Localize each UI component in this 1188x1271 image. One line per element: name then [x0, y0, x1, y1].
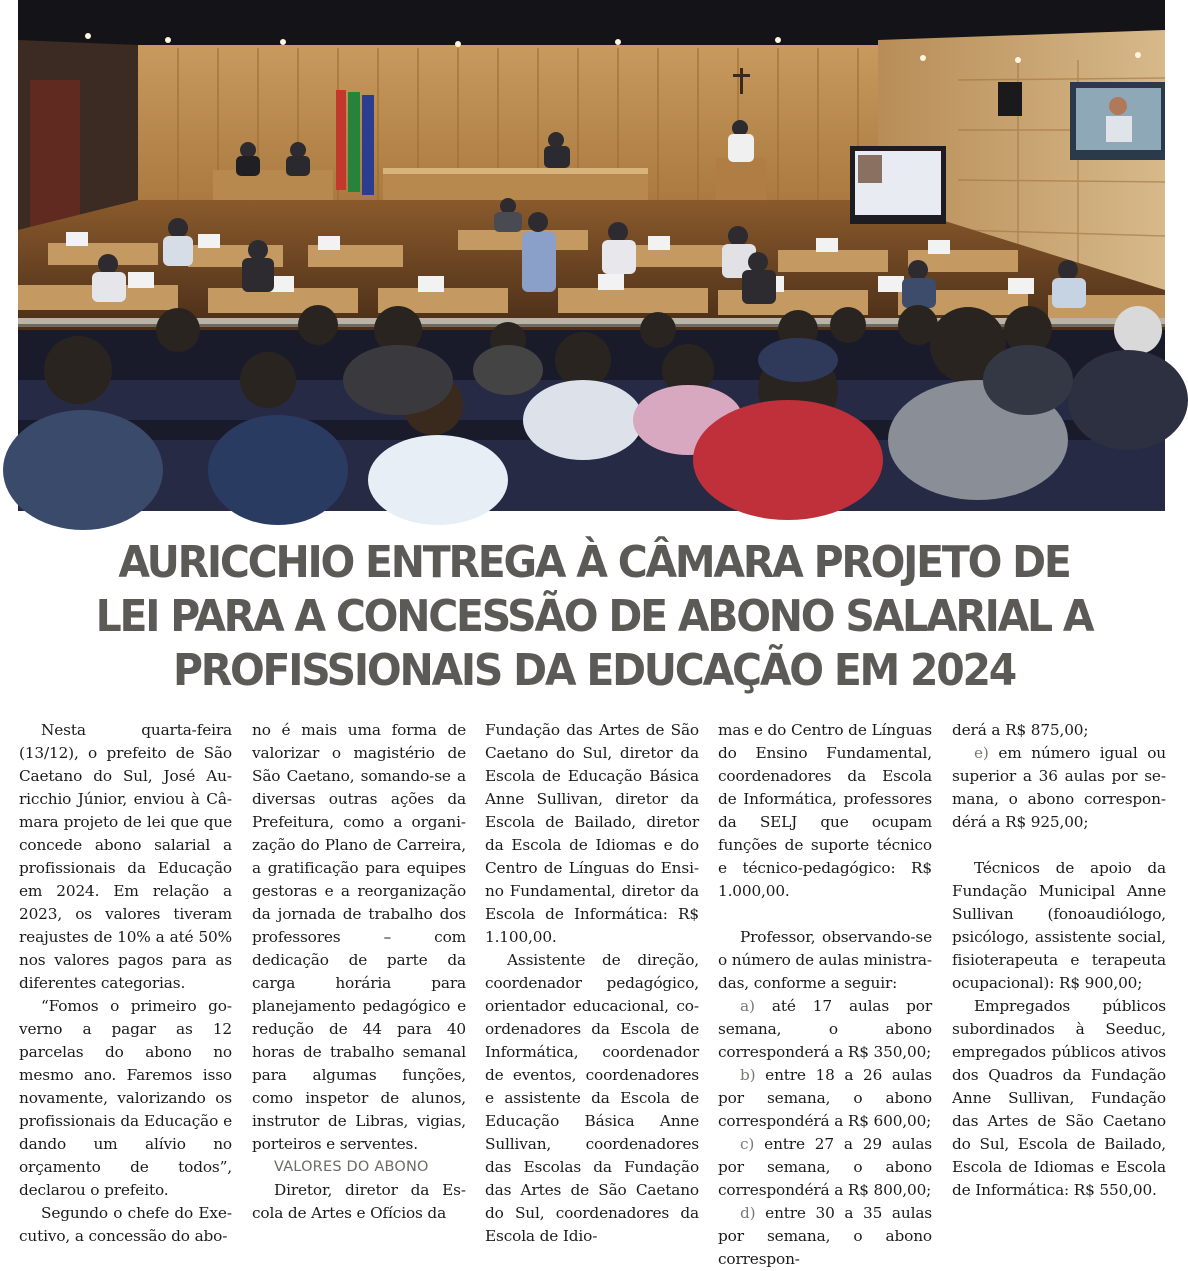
article-column-3 [485, 719, 699, 1248]
list-marker: b) [740, 1066, 756, 1084]
headline-line-2: LEI PARA A CONCESSÃO DE ABONO SALARIAL A [95, 591, 1093, 642]
paragraph: Técnicos de apoio da Fundação Municipal Anne Sullivan (fonoaudiólogo, psicólogo, assistente social, fisioterapeuta e terapeuta ocupacional): R$ 900,00; [952, 859, 1166, 992]
paragraph: Fundação das Artes de São Caetano do Sul, diretor da Escola de Educação Básica Anne Sullivan, diretor da Escola de Bailado, diretor da Escola de Idiomas e do Centro de Línguas do Ensino Fundamental, diretor da Escola de Informática: R$ 1.100,00. [485, 721, 699, 946]
list-text: entre 30 a 35 aulas por semana, o abono correspon- [718, 1204, 932, 1268]
list-item [718, 1133, 932, 1202]
article-column-4 [718, 719, 932, 1271]
list-marker: c) [740, 1135, 755, 1153]
paragraph: mas e do Centro de Línguas do Ensino Fundamental, coordenadores da Escola de Informática, professores da SELJ que ocupam funções de suporte técnico e técnico-pedagógico: R$ 1.000,00. [718, 721, 932, 900]
list-item [952, 742, 1166, 834]
headline-line-1: AURICCHIO ENTREGA À CÂMARA PROJETO DE [118, 537, 1070, 588]
article-headline [69, 536, 1118, 698]
paragraph: Empregados públicos subordinados à Seeduc, empregados públicos ativos dos Quadros da Fundação Anne Sullivan, Fundação das Artes de São Caetano do Sul, Escola de Bailado, Escola de Idiomas e Escola de Informática: R$ 550,00. [952, 997, 1166, 1199]
list-text: entre 18 a 26 aulas por semana, o abono correspondérá a R$ 600,00; [718, 1066, 932, 1130]
paragraph: derá a R$ 875,00; [952, 721, 1089, 739]
list-marker: e) [974, 744, 989, 762]
article-column-1 [19, 719, 232, 1248]
paragraph: Diretor, diretor da Escola de Artes e Ofícios da [252, 1181, 466, 1222]
list-text: até 17 aulas por semana, o abono corresponderá a R$ 350,00; [718, 997, 932, 1061]
list-marker: d) [740, 1204, 756, 1222]
council-chamber-photo [18, 0, 1165, 511]
paragraph: “Fomos o primeiro governo a pagar as 12 parcelas do abono no mesmo ano. Faremos isso novamente, valorizando os profissionais da Educação e dando um alívio no orçamento de todos”, declarou o prefeito. [19, 997, 232, 1199]
paragraph: Assistente de direção, coordenador pedagógico, orientador educacional, coordenadores da Escola de Informática, coordenador de eventos, coordenadores e assistente da Escola de Educação Básica Anne Sullivan, coordenadores das Escolas da Fundação das Artes de São Caetano do Sul, coordenadores da Escola de Idio- [485, 951, 699, 1245]
article-column-5 [952, 719, 1166, 1202]
list-item [718, 1202, 932, 1271]
list-text: em número igual ou superior a 36 aulas por semana, o abono correspondérá a R$ 925,00; [952, 744, 1166, 831]
article-column-2 [252, 719, 466, 1225]
list-text: entre 27 a 29 aulas por semana, o abono correspondérá a R$ 800,00; [718, 1135, 932, 1199]
paragraph: Professor, observando-se o número de aulas ministradas, conforme a seguir: [718, 928, 932, 992]
list-marker: a) [740, 997, 755, 1015]
section-subhead: VALORES DO ABONO [274, 1159, 429, 1175]
list-item [718, 995, 932, 1064]
paragraph: Segundo o chefe do Executivo, a concessão do abo- [19, 1204, 232, 1245]
list-item [718, 1064, 932, 1133]
photo-illustration [18, 0, 1165, 511]
paragraph: Nesta quarta-feira (13/12), o prefeito de São Caetano do Sul, José Auricchio Júnior, enviou à Câmara projeto de lei que que concede abono salarial a profissionais da Educação em 2024. Em relação a 2023, os valores tiveram reajustes de 10% a até 50% nos valores pagos para as diferentes categorias. [19, 721, 232, 992]
paragraph: no é mais uma forma de valorizar o magistério de São Caetano, somando-se a diversas outras ações da Prefeitura, como a organização do Plano de Carreira, a gratificação para equipes gestoras e a reorganização da jornada de trabalho dos professores – com dedicação de parte da carga horária para planejamento pedagógico e redução de 44 para 40 horas de trabalho semanal para algumas funções, como inspetor de alunos, instrutor de Libras, vigias, porteiros e serventes. [252, 721, 466, 1153]
headline-line-3: PROFISSIONAIS DA EDUCAÇÃO EM 2024 [172, 645, 1016, 696]
